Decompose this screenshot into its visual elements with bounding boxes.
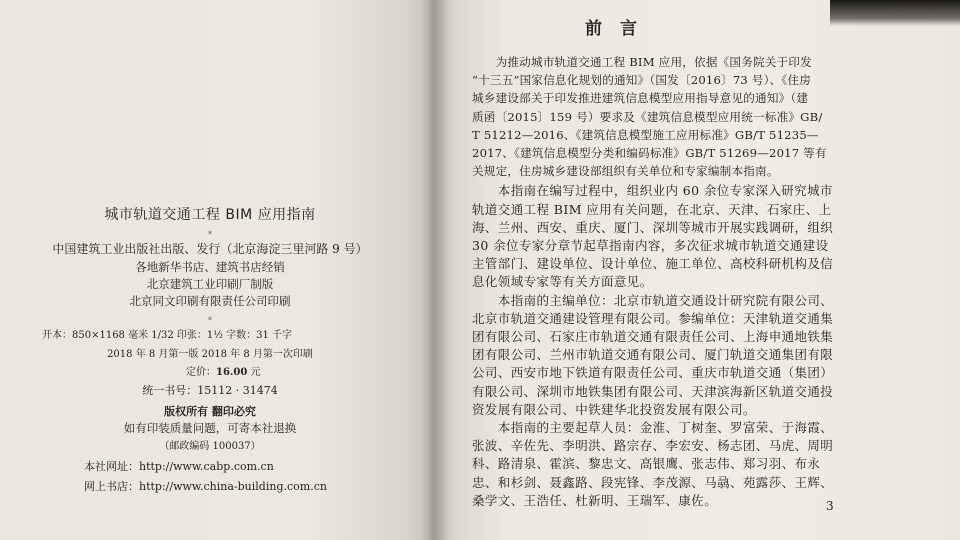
preface-line: 团有限公司、石家庄市轨道交通有限责任公司、上海申通地铁集 bbox=[472, 329, 834, 344]
preface-line: 忠、和杉剑、聂鑫路、段宪锋、李茂源、马骉、苑露莎、王辉、 bbox=[472, 474, 834, 490]
return-policy-line: 如有印装质量问题，可寄本社退换 bbox=[123, 421, 297, 435]
book-title: 城市轨道交通工程 BIM 应用指南 bbox=[104, 207, 316, 223]
preface-line: 主管部门、建设单位、设计单位、施工单位、高校科研机构及信 bbox=[472, 256, 834, 272]
preface-line: 本指南的主编单位：北京市轨道交通设计研究院有限公司、 bbox=[472, 292, 834, 308]
zip-code-line: （邮政编码 100037） bbox=[159, 441, 261, 452]
separator-star: * bbox=[208, 316, 212, 325]
separator-star: * bbox=[208, 230, 212, 239]
preface-line: 团有限公司、兰州市轨道交通有限公司、厦门轨道交通集团有限 bbox=[472, 347, 834, 363]
preface-line: 2017、《建筑信息模型分类和编码标准》GB/T 51269—2017 等有 bbox=[472, 146, 827, 160]
preface-line: 城乡建设部关于印发推进建筑信息模型应用指导意见的通知》（建 bbox=[472, 91, 809, 106]
online-bookstore-line: 网上书店：http://www.china-building.com.cn bbox=[84, 480, 327, 493]
publisher-line: 中国建筑工业出版社出版、发行（北京海淀三里河路 9 号） bbox=[52, 242, 368, 256]
format-line: 开本：850×1168 毫米 1/32 印张：1½ 字数：31 千字 bbox=[42, 330, 293, 341]
price-line bbox=[186, 363, 261, 378]
preface-heading: 前言 bbox=[585, 19, 655, 39]
plate-maker-line: 北京建筑工业印刷厂制版 bbox=[146, 277, 274, 291]
preface-line: 30 余位专家分章节起草指南内容，多次征求城市轨道交通建设 bbox=[472, 238, 829, 253]
page-number: 3 bbox=[826, 499, 834, 513]
preface-line: T 51212—2016、《建筑信息模型施工应用标准》GB/T 51235— bbox=[472, 127, 819, 142]
edition-line: 2018 年 8 月第一版 2018 年 8 月第一次印刷 bbox=[107, 349, 313, 360]
printer-line: 北京同文印刷有限责任公司印刷 bbox=[129, 294, 291, 308]
preface-line: 关规定，住房城乡建设部组织有关单位和专家编制本指南。 bbox=[472, 164, 779, 179]
preface-line: 轨道交通工程 BIM 应用有关问题，在北京、天津、石家庄、上 bbox=[472, 201, 832, 217]
preface-line: 质函〔2015〕159 号）要求及《建筑信息模型应用统一标准》GB/ bbox=[472, 109, 823, 124]
preface-line: 本指南的主要起草人员：金淮、丁树奎、罗富荣、于海霞、 bbox=[472, 420, 834, 435]
preface-line: 张波、辛佐先、李明洪、路宗存、李宏安、杨志团、马虎、周明 bbox=[472, 438, 834, 454]
background-edge bbox=[830, 0, 960, 26]
preface-line: “十三五”国家信息化规划的通知》（国发〔2016〕73 号）、《住房 bbox=[472, 73, 812, 88]
preface-line: 桑学文、王浩任、杜新明、王瑞军、康佐。 bbox=[472, 492, 718, 508]
price-label: 定价： bbox=[186, 367, 216, 378]
preface-line: 科、路清泉、霍滨、黎忠文、高银鹰、张志伟、郑习羽、布永 bbox=[472, 456, 821, 472]
book-gutter bbox=[420, 0, 450, 540]
preface-line: 北京市轨道交通建设管理有限公司。参编单位：天津轨道交通集 bbox=[472, 310, 834, 326]
preface-line: 息化领域专家等有关方面意见。 bbox=[472, 274, 653, 290]
price-value: 16.00 bbox=[216, 367, 248, 378]
preface-line: 公司、西安市地下铁道有限责任公司、重庆市轨道交通（集团） bbox=[472, 365, 834, 381]
preface-line: 为推动城市轨道交通工程 BIM 应用，依据《国务院关于印发 bbox=[472, 55, 812, 69]
preface-line: 有限公司、深圳市地铁集团有限公司、天津滨海新区轨道交通投 bbox=[472, 383, 834, 399]
preface-line: 资发展有限公司、中铁建华北投资发展有限公司。 bbox=[472, 401, 756, 417]
rights-line: 版权所有 翻印必究 bbox=[164, 405, 256, 418]
price-unit: 元 bbox=[247, 367, 261, 378]
website-line: 本社网址：http://www.cabp.com.cn bbox=[84, 460, 274, 473]
preface-line: 海、兰州、西安、重庆、厦门、深圳等城市开展实践调研，组织 bbox=[472, 219, 834, 235]
distributor-line: 各地新华书店、建筑书店经销 bbox=[135, 260, 285, 274]
isbn-line: 统一书号：15112 · 31474 bbox=[142, 384, 278, 397]
preface-line: 本指南在编写过程中，组织业内 60 余位专家深入研究城市 bbox=[472, 183, 833, 199]
